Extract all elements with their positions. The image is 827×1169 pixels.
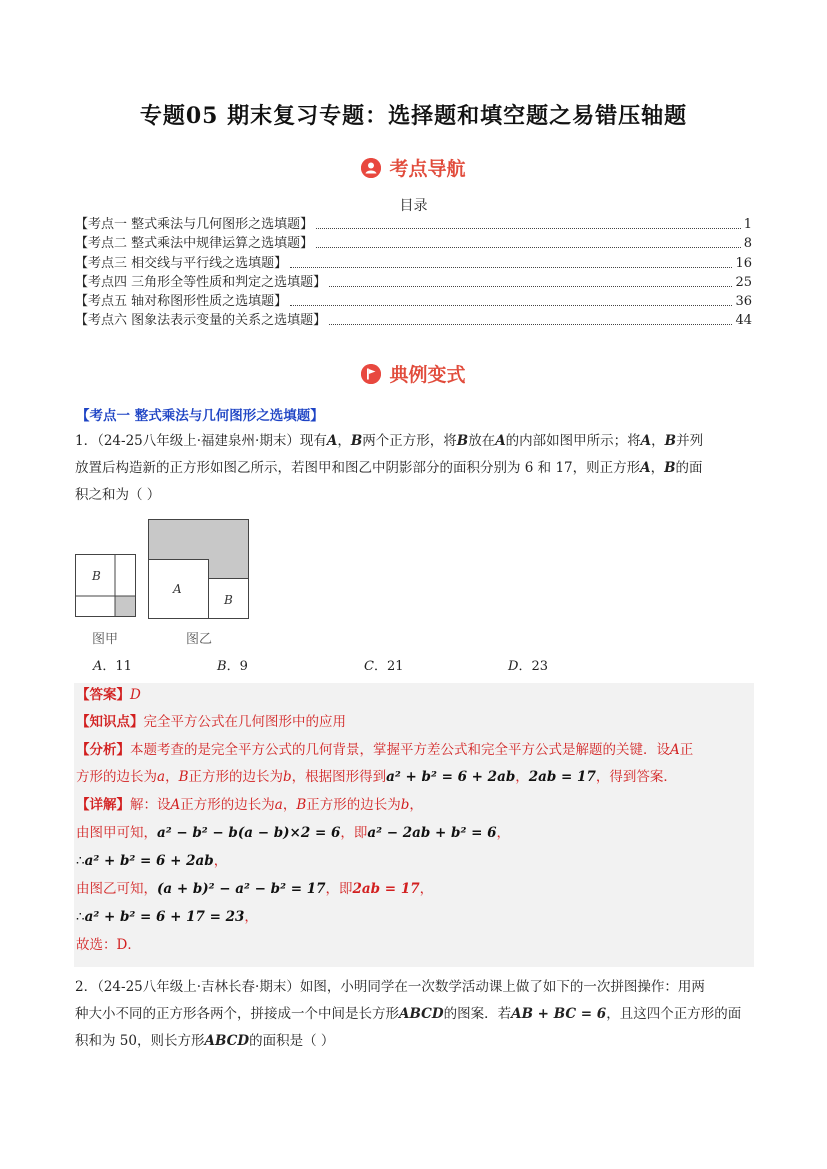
toc-item-page: 25 [735, 274, 752, 290]
question-1 [75, 428, 755, 509]
detail-text: ，即 [340, 825, 368, 841]
question-number: 2． [75, 979, 98, 995]
var-A: A [670, 742, 680, 758]
figure-diagram [74, 518, 254, 630]
option-c[interactable] [364, 655, 404, 674]
question-text: 放置后构造新的正方形如图乙所示，若图甲和图乙中阴影部分的面积分别为 6 和 17，则正方形 [75, 460, 641, 476]
question-1-options [93, 655, 693, 675]
analysis-text: 正方形的边长为 [188, 769, 283, 785]
question-text: 种大小不同的正方形各两个，拼接成一个中间是长方形 [75, 1006, 399, 1022]
person-icon [361, 158, 381, 178]
svg-text:A: A [173, 582, 182, 596]
detail-line-5: ∴a² + b² = 6 + 17 = 23， [76, 909, 258, 925]
var-a: a [157, 769, 166, 785]
toc-item-label: 【考点三 相交线与平行线之选填题】 [75, 255, 288, 271]
toc-leader [290, 267, 732, 268]
therefore-symbol: ∴ [76, 909, 85, 925]
equation: a² + b² = 6 + 2ab [84, 853, 214, 869]
detail-text: 解：设 [130, 797, 171, 813]
analysis-text: 本题考查的是完全平方公式的几何背景，掌握平方差公式和完全平方公式是解题的关键．设 [130, 742, 670, 758]
toc-item[interactable] [75, 234, 752, 253]
detail-text: 正方形的边长为 [180, 797, 275, 813]
question-text: 的图案．若 [443, 1006, 512, 1022]
question-text: 如图，小明同学在一次数学活动课上做了如下的一次拼图操作：用两 [299, 979, 705, 995]
svg-text:B: B [92, 569, 101, 583]
option-letter: C [364, 659, 374, 674]
question-2-line-2 [75, 1001, 755, 1028]
equation: a² − b² − b(a − b)×2 = 6 [157, 825, 341, 841]
detail-line-1: 【详解】解：设A正方形的边长为a，B正方形的边长为b， [76, 797, 423, 813]
answer-line [76, 683, 141, 703]
toc-item-label: 【考点一 整式乘法与几何图形之选填题】 [75, 217, 314, 233]
var-b: b [400, 797, 410, 813]
var-A: A [640, 460, 651, 476]
question-text: 的面 [675, 460, 703, 476]
option-value: ．21 [373, 659, 404, 674]
toc-leader [329, 286, 732, 287]
toc-item-label: 【考点四 三角形全等性质和判定之选填题】 [75, 274, 327, 290]
var-A: A [495, 433, 506, 449]
question-1-line-3: 积之和为（ ） [75, 487, 161, 503]
svg-text:B: B [224, 593, 233, 607]
question-2-line-1 [75, 974, 755, 1001]
rect-name: ABCD [399, 1006, 444, 1022]
question-1-line-2 [75, 455, 755, 482]
analysis-text: ，得到答案． [595, 769, 677, 785]
kaodian-1-header: 【考点一 整式乘法与几何图形之选填题】 [76, 408, 324, 424]
detail-text: 由图乙可知， [76, 881, 157, 897]
detail-line-3: ∴a² + b² = 6 + 2ab， [76, 853, 228, 869]
var-a: a [274, 797, 283, 813]
toc-item[interactable] [75, 292, 752, 311]
example-section-label: 典例变式 [389, 364, 466, 386]
knowledge-tag: 【知识点】 [76, 714, 144, 730]
toc-heading: 目录 [399, 198, 428, 214]
question-number: 1． [75, 433, 98, 449]
toc-item-label: 【考点六 图象法表示变量的关系之选填题】 [75, 313, 327, 329]
option-letter: D [508, 659, 519, 674]
equation: a² − 2ab + b² = 6 [367, 825, 497, 841]
rect-name: ABCD [204, 1033, 250, 1049]
question-text: 的内部如图甲所示；将 [505, 433, 641, 449]
answer-tag: 【答案】 [76, 687, 130, 703]
nav-section-header [0, 154, 827, 184]
question-text: ， [337, 433, 351, 449]
equation: AB + BC = 6 [511, 1006, 607, 1022]
answer-block [74, 683, 754, 967]
toc-item[interactable] [75, 253, 752, 272]
var-B: B [664, 460, 676, 476]
equation: (a + b)² − a² − b² = 17 [157, 881, 326, 897]
var-B: B [178, 769, 189, 785]
question-source: （24-25八年级上·吉林长春·期末） [97, 979, 300, 995]
var-B: B [456, 433, 469, 449]
var-B: B [350, 433, 363, 449]
detail-line-4: 由图乙可知，(a + b)² − a² − b² = 17，即2ab = 17， [76, 881, 434, 897]
detail-text: ，即 [325, 881, 353, 897]
toc-leader [316, 228, 741, 229]
question-text: 的面积是（ ） [249, 1033, 335, 1049]
toc-item-page: 8 [743, 236, 752, 252]
page-title: 专题05 期末复习专题：选择题和填空题之易错压轴题 [139, 103, 688, 129]
question-1-figures [74, 518, 254, 648]
toc-item-label: 【考点五 轴对称图形性质之选填题】 [75, 293, 288, 309]
var-A: A [326, 433, 338, 449]
flag-icon [361, 364, 381, 384]
toc-leader [316, 247, 741, 248]
figure-jia [76, 555, 136, 617]
var-B: B [296, 797, 307, 813]
equation: 2ab = 17 [352, 881, 420, 897]
var-A: A [640, 433, 652, 449]
question-source: （24-25八年级上·福建泉州·期末） [97, 433, 300, 449]
toc-item-label: 【考点二 整式乘法中规律运算之选填题】 [75, 236, 314, 252]
toc-item-page: 1 [743, 217, 752, 233]
toc-item-page: 16 [735, 255, 752, 271]
question-1-line-1 [75, 428, 755, 455]
option-b[interactable] [217, 655, 248, 674]
var-B: B [664, 433, 677, 449]
option-value: ．23 [518, 659, 548, 674]
answer-value: D [130, 687, 141, 703]
detail-text: 由图甲可知， [76, 825, 157, 841]
knowledge-line [76, 710, 346, 730]
question-text: 两个正方形，将 [362, 433, 457, 449]
question-text: ，且这四个正方形的面 [606, 1006, 742, 1022]
toc-leader [329, 324, 732, 325]
figure-caption-yi: 图乙 [186, 632, 213, 647]
option-d[interactable] [508, 655, 548, 674]
analysis-text: 正 [679, 742, 694, 758]
conclusion-line: 故选：D． [76, 937, 141, 953]
question-text: 放在 [468, 433, 496, 449]
equation: 2ab = 17 [528, 769, 596, 785]
figure-yi [149, 520, 249, 619]
question-text: ， [650, 460, 665, 476]
equation: a² + b² = 6 + 2ab [386, 769, 516, 785]
option-letter: A [93, 659, 103, 674]
table-of-contents [75, 215, 752, 330]
option-a[interactable] [93, 655, 132, 674]
question-text: 并列 [676, 433, 704, 449]
toc-item[interactable] [75, 311, 752, 330]
equation: a² + b² = 6 + 17 = 23 [84, 909, 245, 925]
var-b: b [282, 769, 292, 785]
analysis-text: 方形的边长为 [76, 769, 157, 785]
nav-section-label: 考点导航 [389, 158, 466, 180]
analysis-line-1 [76, 738, 693, 758]
analysis-line-2: 方形的边长为a，B正方形的边长为b，根据图形得到a² + b² = 6 + 2ab，2ab = 17，得到答案． [76, 769, 677, 785]
question-2-line-3 [75, 1028, 755, 1055]
figure-caption-jia: 图甲 [92, 632, 119, 647]
detail-line-2: 由图甲可知，a² − b² − b(a − b)×2 = 6，即a² − 2ab + b² = 6， [76, 825, 510, 841]
example-section-header [0, 360, 827, 390]
question-2 [75, 974, 755, 1055]
option-value: ．9 [226, 659, 248, 674]
toc-item[interactable] [75, 215, 752, 234]
question-text: 现有 [299, 433, 327, 449]
var-A: A [170, 797, 181, 813]
detail-tag: 【详解】 [76, 797, 130, 813]
detail-text: 正方形的边长为 [306, 797, 401, 813]
toc-item-page: 44 [735, 313, 752, 329]
question-text: ， [651, 433, 665, 449]
knowledge-text: 完全平方公式在几何图形中的应用 [143, 714, 346, 730]
toc-item[interactable] [75, 273, 752, 292]
analysis-tag: 【分析】 [76, 742, 130, 758]
question-text: 积和为 50，则长方形 [75, 1033, 205, 1049]
toc-leader [290, 305, 732, 306]
option-letter: B [217, 659, 227, 674]
toc-item-page: 36 [735, 293, 752, 309]
option-value: ．11 [102, 659, 132, 674]
analysis-text: ，根据图形得到 [291, 769, 387, 785]
therefore-symbol: ∴ [76, 853, 85, 869]
